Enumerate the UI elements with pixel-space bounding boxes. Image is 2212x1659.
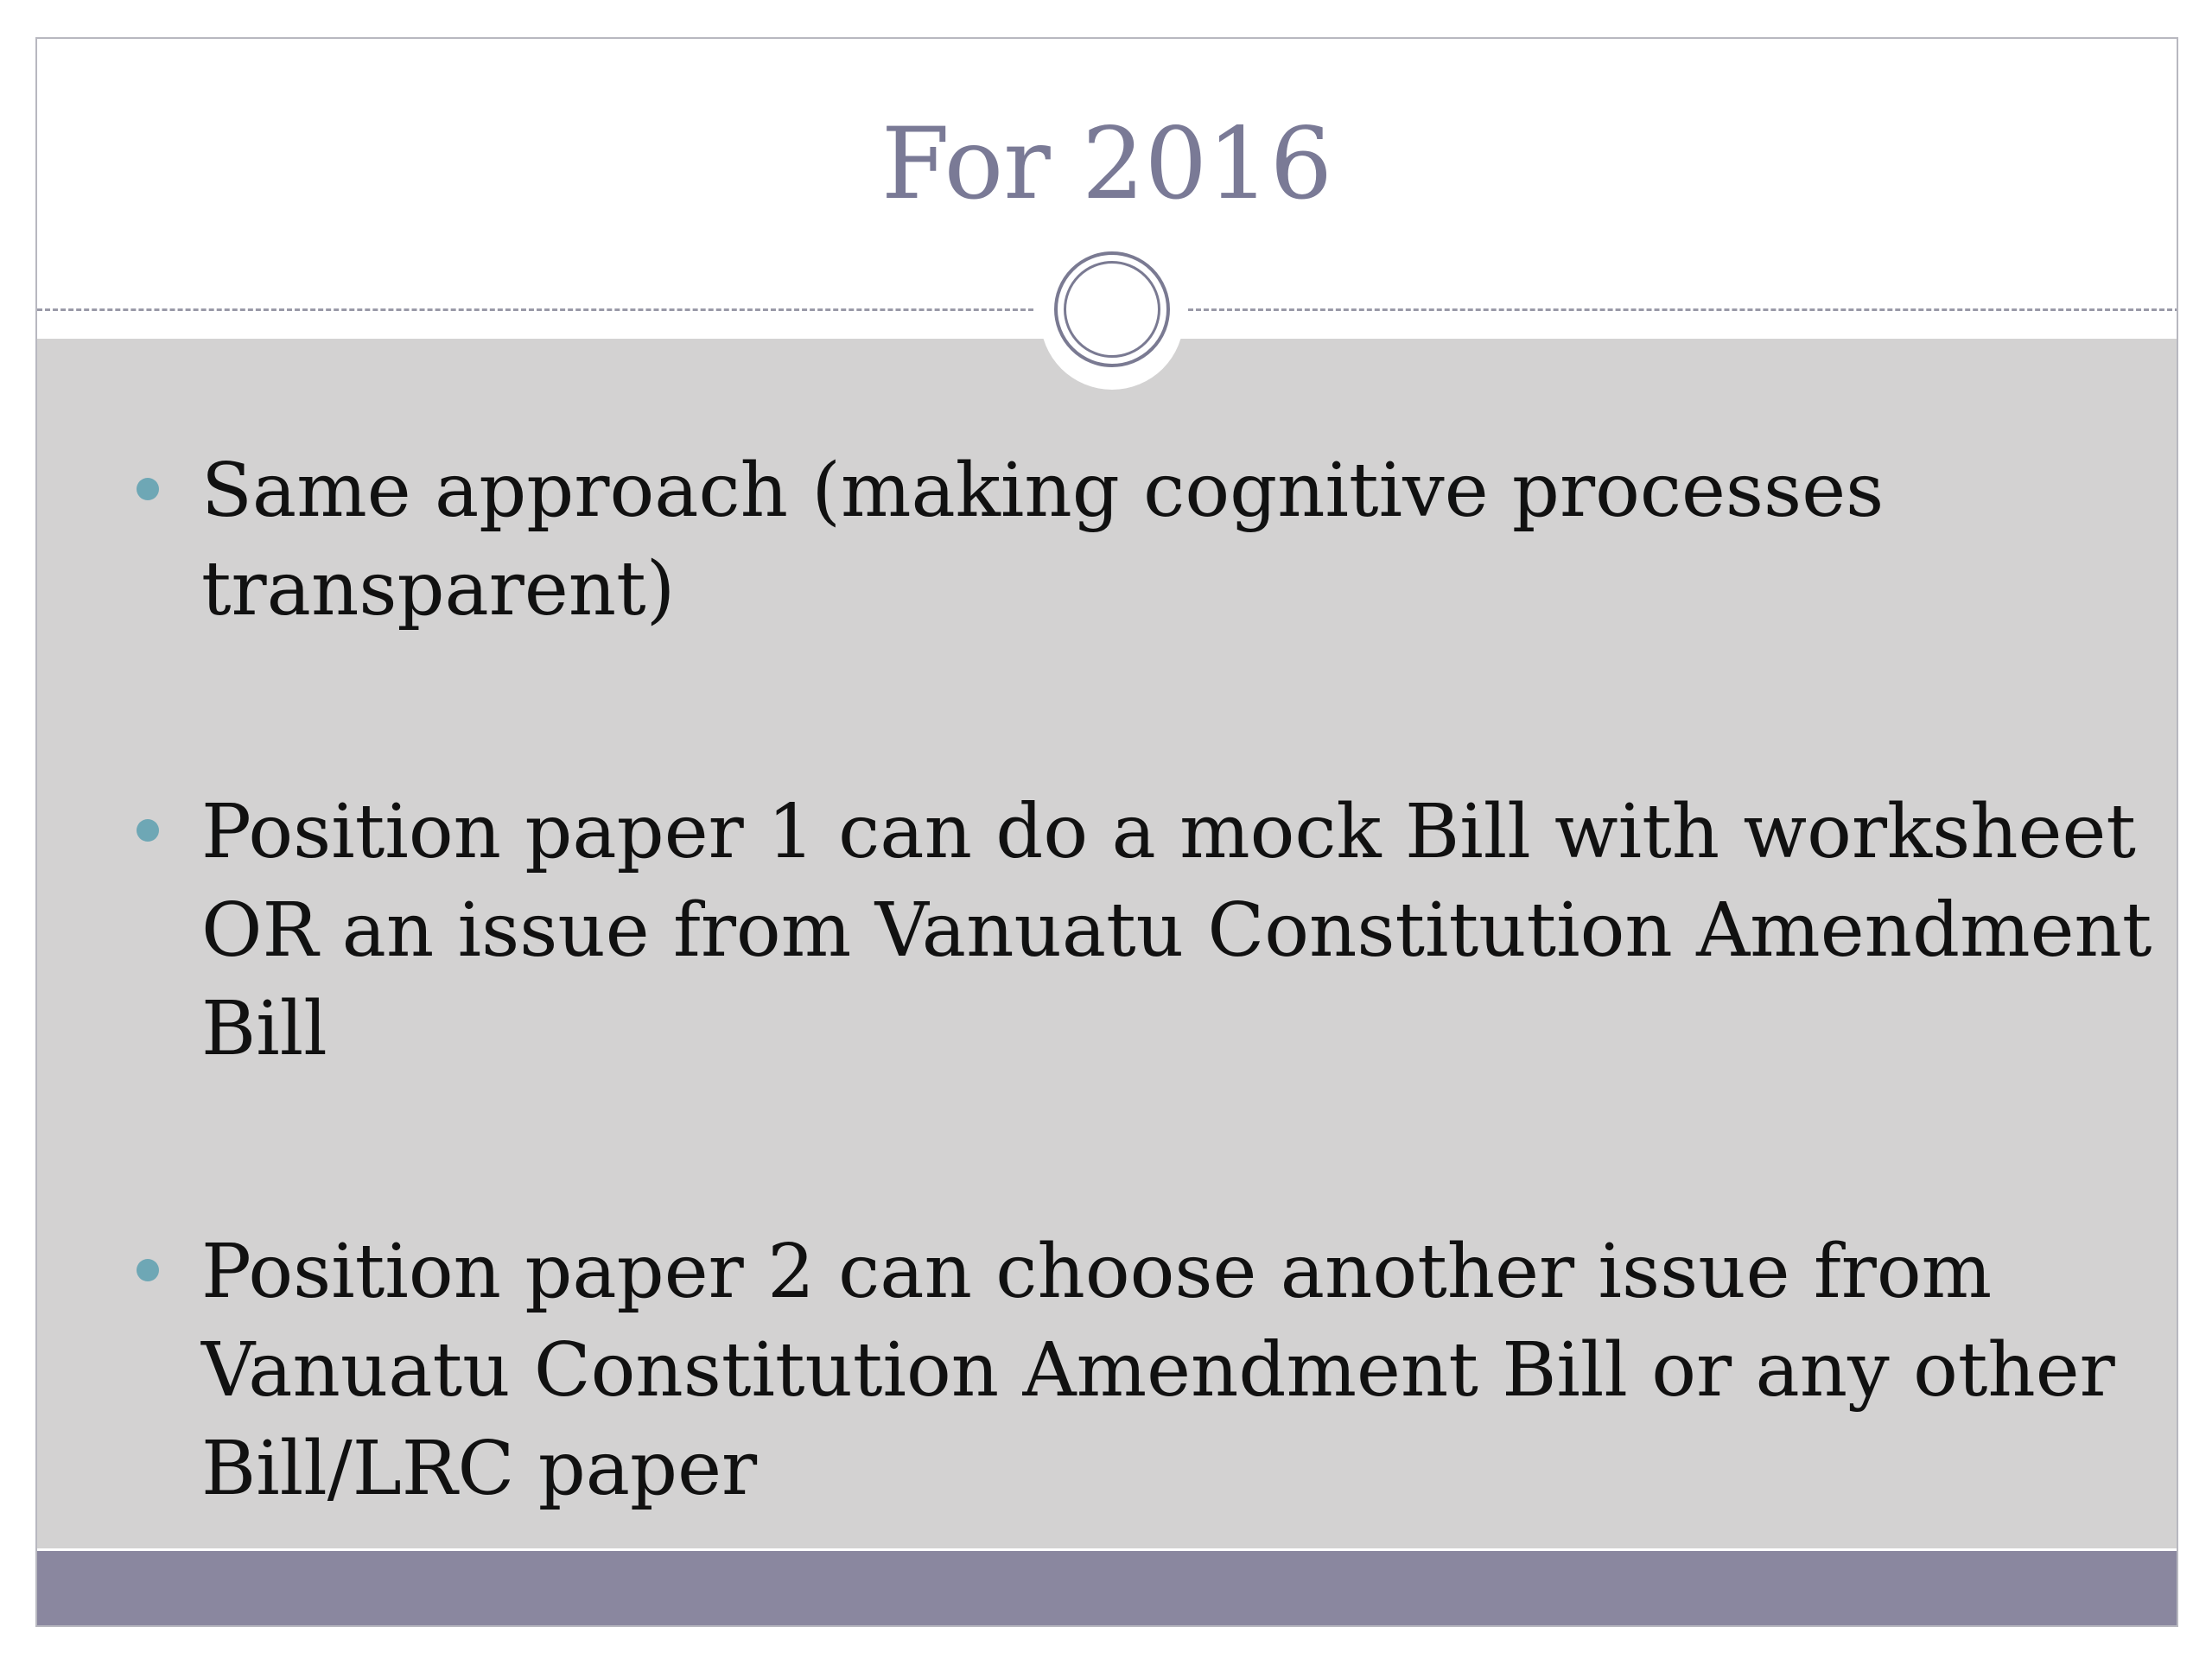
bullet-dot-icon — [137, 819, 159, 842]
slide-title: For 2016 — [880, 106, 1333, 221]
slide — [35, 37, 2178, 1627]
bullet-text: Position paper 1 can do a mock Bill with worksheet OR an issue from Vanuatu Constitution Amendment Bill — [201, 789, 2152, 1072]
divider-left — [37, 308, 1033, 311]
bullet-text: Position paper 2 can choose another issue from Vanuatu Constitution Amendment Bill or any other Bill/LRC paper — [201, 1229, 2115, 1512]
bullet-dot-icon — [137, 1259, 159, 1281]
footer-band — [37, 1551, 2177, 1627]
ring-ornament-icon — [1054, 251, 1170, 367]
bullet-dot-icon — [137, 478, 159, 500]
divider-right — [1188, 308, 2178, 311]
bullet-text: Same approach (making cognitive processes transparent) — [201, 448, 1885, 632]
ring-inner — [1064, 261, 1160, 358]
